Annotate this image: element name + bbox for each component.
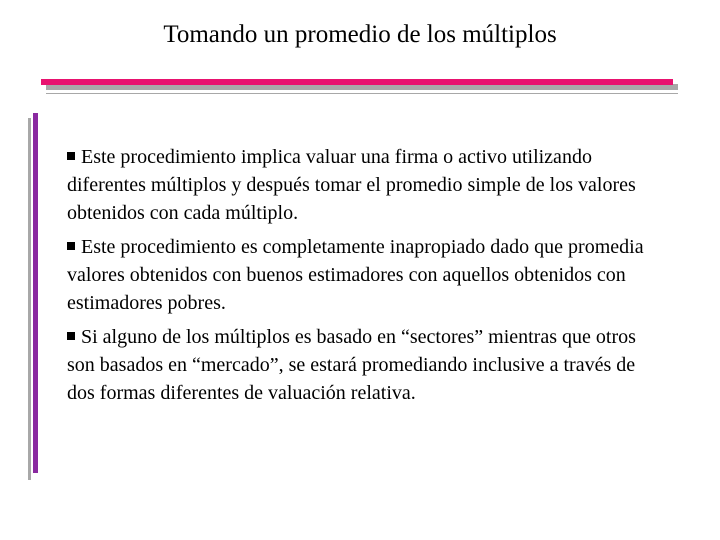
bullet-item	[67, 143, 667, 227]
bullet-text: Este procedimiento implica valuar una firma o activo utilizando diferentes múltiplos y después tomar el promedio simple de los valores obtenidos con cada múltiplo.	[67, 146, 636, 224]
square-bullet-icon	[67, 152, 75, 160]
title-rule-accent	[41, 79, 673, 85]
bullet-list	[67, 143, 667, 413]
square-bullet-icon	[67, 332, 75, 340]
title-rule-thin-line	[46, 93, 678, 94]
bullet-text: Este procedimiento es completamente inapropiado dado que promedia valores obtenidos con buenos estimadores con aquellos obtenidos con estimadores pobres.	[67, 236, 644, 314]
bullet-text: Si alguno de los múltiplos es basado en “sectores” mientras que otros son basados en “mercado”, se estará promediando inclusive a través de dos formas diferentes de valuación relativa.	[67, 326, 636, 404]
bullet-item	[67, 233, 667, 317]
left-rule-accent	[33, 113, 38, 473]
slide-title: Tomando un promedio de los múltiplos	[163, 21, 557, 48]
square-bullet-icon	[67, 242, 75, 250]
bullet-item	[67, 323, 667, 407]
left-rule-gray	[28, 118, 31, 480]
